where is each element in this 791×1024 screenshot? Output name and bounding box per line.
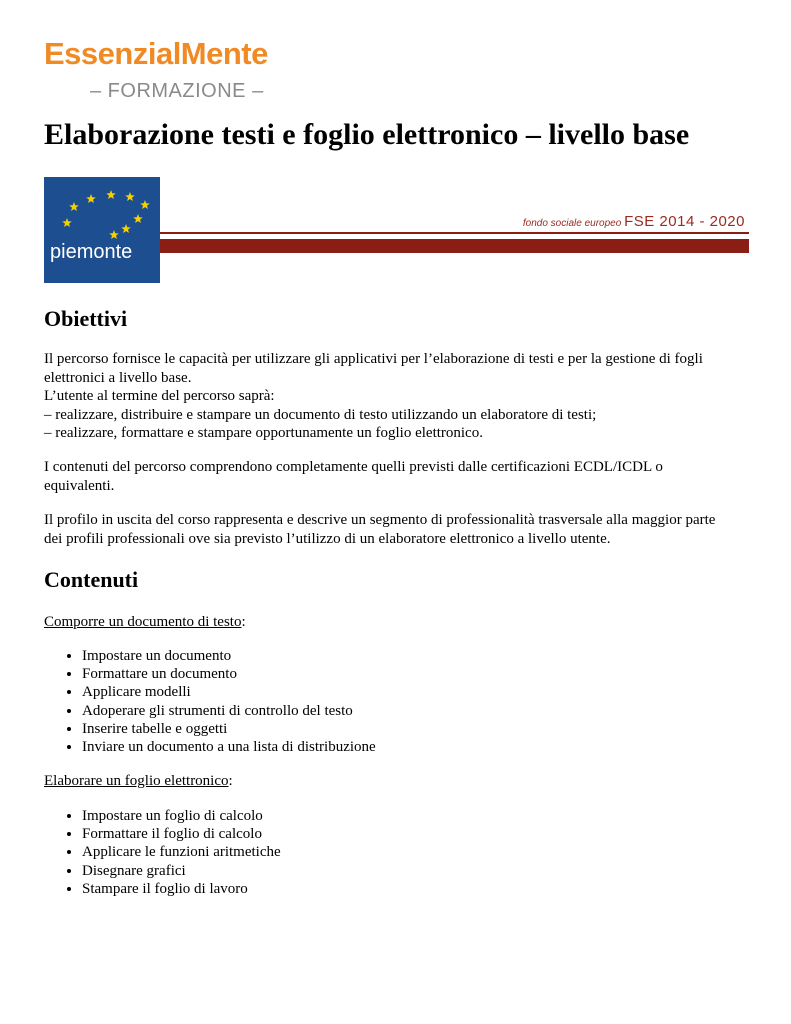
list-item: • Formattare il foglio di calcolo [82,825,281,843]
list-item: • Impostare un foglio di calcolo [82,807,281,825]
list-item: • Adoperare gli strumenti di controllo del testo [82,702,376,720]
text-line: Il percorso fornisce le capacità per utilizzare gli applicativi per l’elaborazione di testi e per la gestione di fogli [44,351,703,367]
list-item: • Impostare un documento [82,647,376,665]
star-icon [140,200,150,209]
text-line: Il profilo in uscita del corso rappresenta e descrive un segmento di professionalità trasversale alla maggior parte [44,512,716,528]
logo-sub-text: – FORMAZIONE – [90,80,264,102]
subsection-label-documento: Comporre un documento di testo: [44,614,246,630]
text-line: equivalenti. [44,477,115,494]
star-icon [62,218,72,227]
star-icon [109,230,119,239]
logo-main-text: EssenzialMente [44,36,268,71]
star-icon [69,202,79,211]
piemonte-label: piemonte [50,241,133,263]
obiettivi-paragraph-1 [44,350,749,443]
list-documento [44,647,376,756]
list-item: • Applicare le funzioni aritmetiche [82,843,281,861]
list-item: • Inviare un documento a una lista di distribuzione [82,738,376,756]
fund-label: fondo sociale europeo [522,218,622,229]
star-icon [121,224,131,233]
list-item: • Stampare il foglio di lavoro [82,880,281,898]
text-line: dei profili professionali ove sia previsto l’utilizzo di un elaboratore elettronico a livello utente. [44,530,611,547]
section-heading-contenuti: Contenuti [44,567,139,592]
star-icon [125,192,135,201]
text-line: – realizzare, formattare e stampare opportunamente un foglio elettronico. [44,425,483,441]
star-icon [86,194,96,203]
fse-label [523,213,745,230]
subsection-link-documento[interactable]: Comporre un documento di testo [44,614,242,630]
text-line: elettronici a livello base. [44,369,192,386]
subsection-link-foglio[interactable]: Elaborare un foglio elettronico [44,773,229,789]
star-icon [106,190,116,199]
subsection-label-foglio: Elaborare un foglio elettronico: [44,773,233,789]
star-icon [133,214,143,223]
section-heading-obiettivi: Obiettivi [44,306,128,331]
list-item: • Applicare modelli [82,683,376,701]
text-line: L’utente al termine del percorso saprà: [44,388,275,404]
obiettivi-paragraph-2 [44,458,749,495]
text-line: I contenuti del percorso comprendono completamente quelli previsti dalle certificazioni ECDL/ICDL o [44,459,663,475]
eu-stars-icon [44,177,160,247]
fse-banner [44,177,749,283]
text-line: – realizzare, distribuire e stampare un documento di testo utilizzando un elaboratore di testi; [44,406,597,423]
banner-thick-bar [160,239,749,253]
piemonte-logo [44,177,160,283]
list-item: • Formattare un documento [82,665,376,683]
list-item: • Inserire tabelle e oggetti [82,720,376,738]
list-item: • Disegnare grafici [82,862,281,880]
page-title: Elaborazione testi e foglio elettronico – livello base [44,118,690,151]
brand-logo [44,30,314,110]
fund-program: FSE 2014 - 2020 [624,213,745,230]
obiettivi-paragraph-3 [44,511,749,548]
banner-thin-bar [160,232,749,234]
list-foglio [44,807,281,898]
